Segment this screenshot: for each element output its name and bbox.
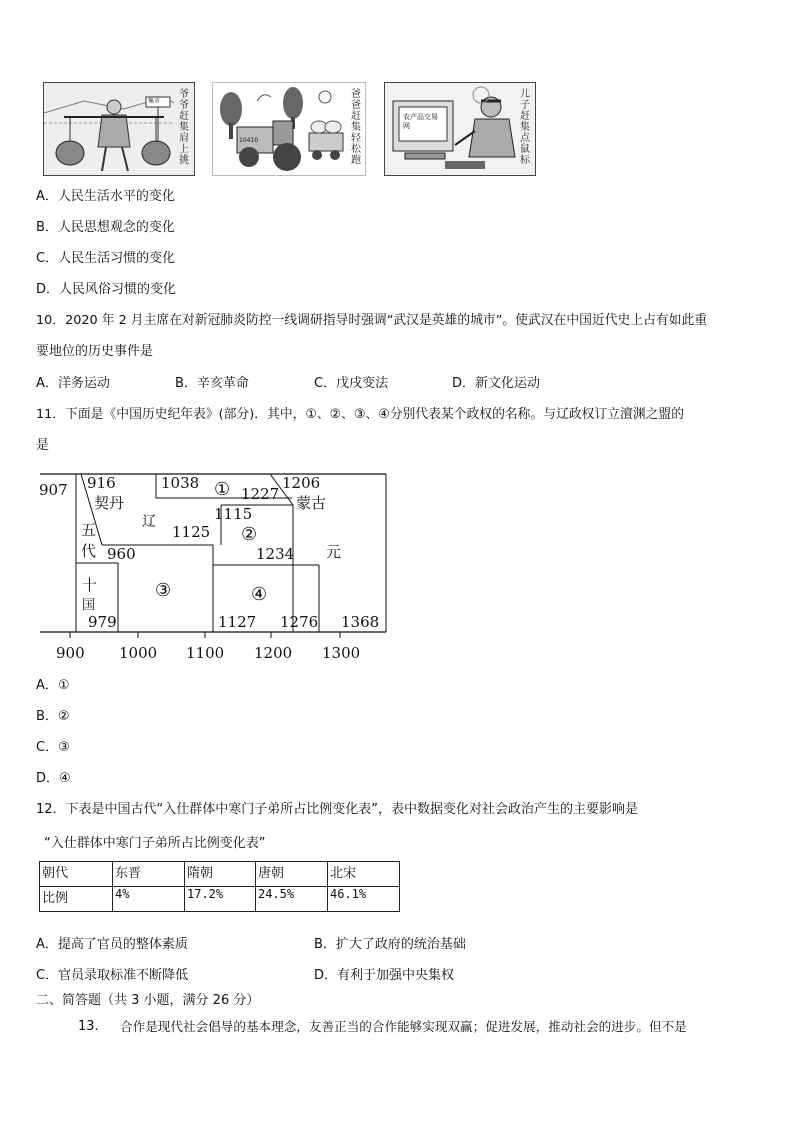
q12-option-d: D．有利于加强中央集权 (314, 968, 455, 983)
label-1115: 1115 (214, 505, 253, 523)
x-tick-900: 900 (56, 644, 85, 662)
label-1227: 1227 (241, 485, 280, 503)
grandpa-carrying-baskets-illustration (44, 83, 194, 175)
label-1276: 1276 (280, 613, 319, 631)
x-tick-1000: 1000 (119, 644, 158, 662)
label-1234: 1234 (256, 545, 295, 563)
label-yuan: 元 (326, 543, 342, 561)
table-header-cell: 东晋 (113, 862, 185, 887)
q11-stem-line2: 是 (36, 438, 50, 453)
q11-stem-line1: 11．下面是《中国历史纪年表》(部分)．其中，①、②、③、④分别代表某个政权的名称。与辽政权订立澶渊之盟的 (36, 407, 685, 422)
q11-option-c: C．③ (36, 740, 70, 755)
label-shi: 十 (82, 576, 98, 594)
x-tick-1100: 1100 (186, 644, 225, 662)
x-tick-1300: 1300 (322, 644, 361, 662)
cartoon-panel-father (212, 82, 366, 176)
label-dai: 代 (81, 542, 97, 560)
label-1206: 1206 (282, 474, 321, 492)
table-row-label: 比例 (40, 887, 113, 912)
label-1368: 1368 (341, 613, 380, 631)
label-liao: 辽 (142, 514, 156, 530)
label-regime-2: ② (241, 524, 258, 545)
q12-table-title: “入仕群体中寒门子弟所占比例变化表” (44, 836, 266, 851)
q12-option-b: B．扩大了政府的统治基础 (314, 937, 466, 952)
cartoon-caption-son: 儿子赶集点鼠标 (520, 89, 530, 166)
label-960: 960 (107, 545, 136, 563)
q12-option-a: A．提高了官员的整体素质 (36, 937, 188, 952)
table-header-cell: 朝代 (40, 862, 113, 887)
computer-screen-text: 农产品交易网 (403, 113, 438, 130)
q9-option-a: A．人民生活水平的变化 (36, 189, 175, 204)
table-cell: 4% (113, 887, 185, 912)
q10-option-a: A．洋务运动 (36, 376, 110, 391)
q11-option-b: B．② (36, 709, 70, 724)
cartoon-panel-grandpa (43, 82, 195, 176)
cartoon-caption-father: 爸爸赶集轻松跑 (351, 89, 361, 166)
q9-option-b: B．人民思想观念的变化 (36, 220, 175, 235)
label-regime-1: ① (214, 479, 231, 500)
table-cell: 24.5% (256, 887, 328, 912)
q10-option-c: C．戊戌变法 (314, 376, 389, 391)
q11-option-a: A．① (36, 678, 70, 693)
table-row (40, 887, 400, 912)
label-907: 907 (39, 481, 68, 499)
q10-stem-line1: 10．2020 年 2 月主席在对新冠肺炎防控一线调研指导时强调“武汉是英雄的城市”。使武汉在中国近代史上占有如此重 (36, 313, 708, 328)
q11-option-d: D．④ (36, 771, 71, 786)
label-wu: 五 (81, 521, 97, 539)
q9-option-c: C．人民生活习惯的变化 (36, 251, 176, 266)
q10-option-b: B．辛亥革命 (175, 376, 249, 391)
table-cell: 46.1% (328, 887, 400, 912)
label-regime-3: ③ (155, 580, 172, 601)
label-979: 979 (88, 613, 117, 631)
q10-stem-line2: 要地位的历史事件是 (36, 344, 154, 359)
table-header-row (40, 862, 400, 887)
cartoon-caption-grandpa: 爷爷赶集肩上挑 (179, 89, 189, 166)
label-qidan: 契丹 (94, 494, 125, 512)
label-1125: 1125 (172, 523, 211, 541)
father-driving-tractor-illustration (213, 83, 365, 175)
q10-option-d: D．新文化运动 (452, 376, 541, 391)
table-header-cell: 唐朝 (256, 862, 328, 887)
label-1038: 1038 (161, 474, 200, 492)
x-tick-1200: 1200 (254, 644, 293, 662)
table-header-cell: 北宋 (328, 862, 400, 887)
q12-stem: 12．下表是中国古代“入仕群体中寒门子弟所占比例变化表”，表中数据变化对社会政治产生的主要影响是 (36, 802, 639, 817)
label-1127: 1127 (218, 613, 257, 631)
cartoon-panel-son (384, 82, 536, 176)
label-regime-4: ④ (251, 584, 268, 605)
q9-option-d: D．人民风俗习惯的变化 (36, 282, 177, 297)
table-cell: 17.2% (185, 887, 256, 912)
market-sign: 集市 (148, 98, 161, 105)
q12-option-c: C．官员录取标准不断降低 (36, 968, 189, 983)
label-916: 916 (87, 474, 116, 492)
q13-text: 合作是现代社会倡导的基本理念，友善正当的合作能够实现双赢；促进发展，推动社会的进步。但不是 (120, 1019, 687, 1034)
table-header-cell: 隋朝 (185, 862, 256, 887)
chronology-chart (36, 468, 392, 664)
ratio-table (39, 861, 400, 912)
section-title: 二、简答题（共 3 小题，满分 26 分） (36, 993, 260, 1008)
label-menggu: 蒙古 (296, 494, 327, 512)
tractor-plate: 10410 (239, 137, 259, 144)
q13-number: 13. (78, 1019, 99, 1034)
label-guo: 国 (82, 598, 96, 613)
